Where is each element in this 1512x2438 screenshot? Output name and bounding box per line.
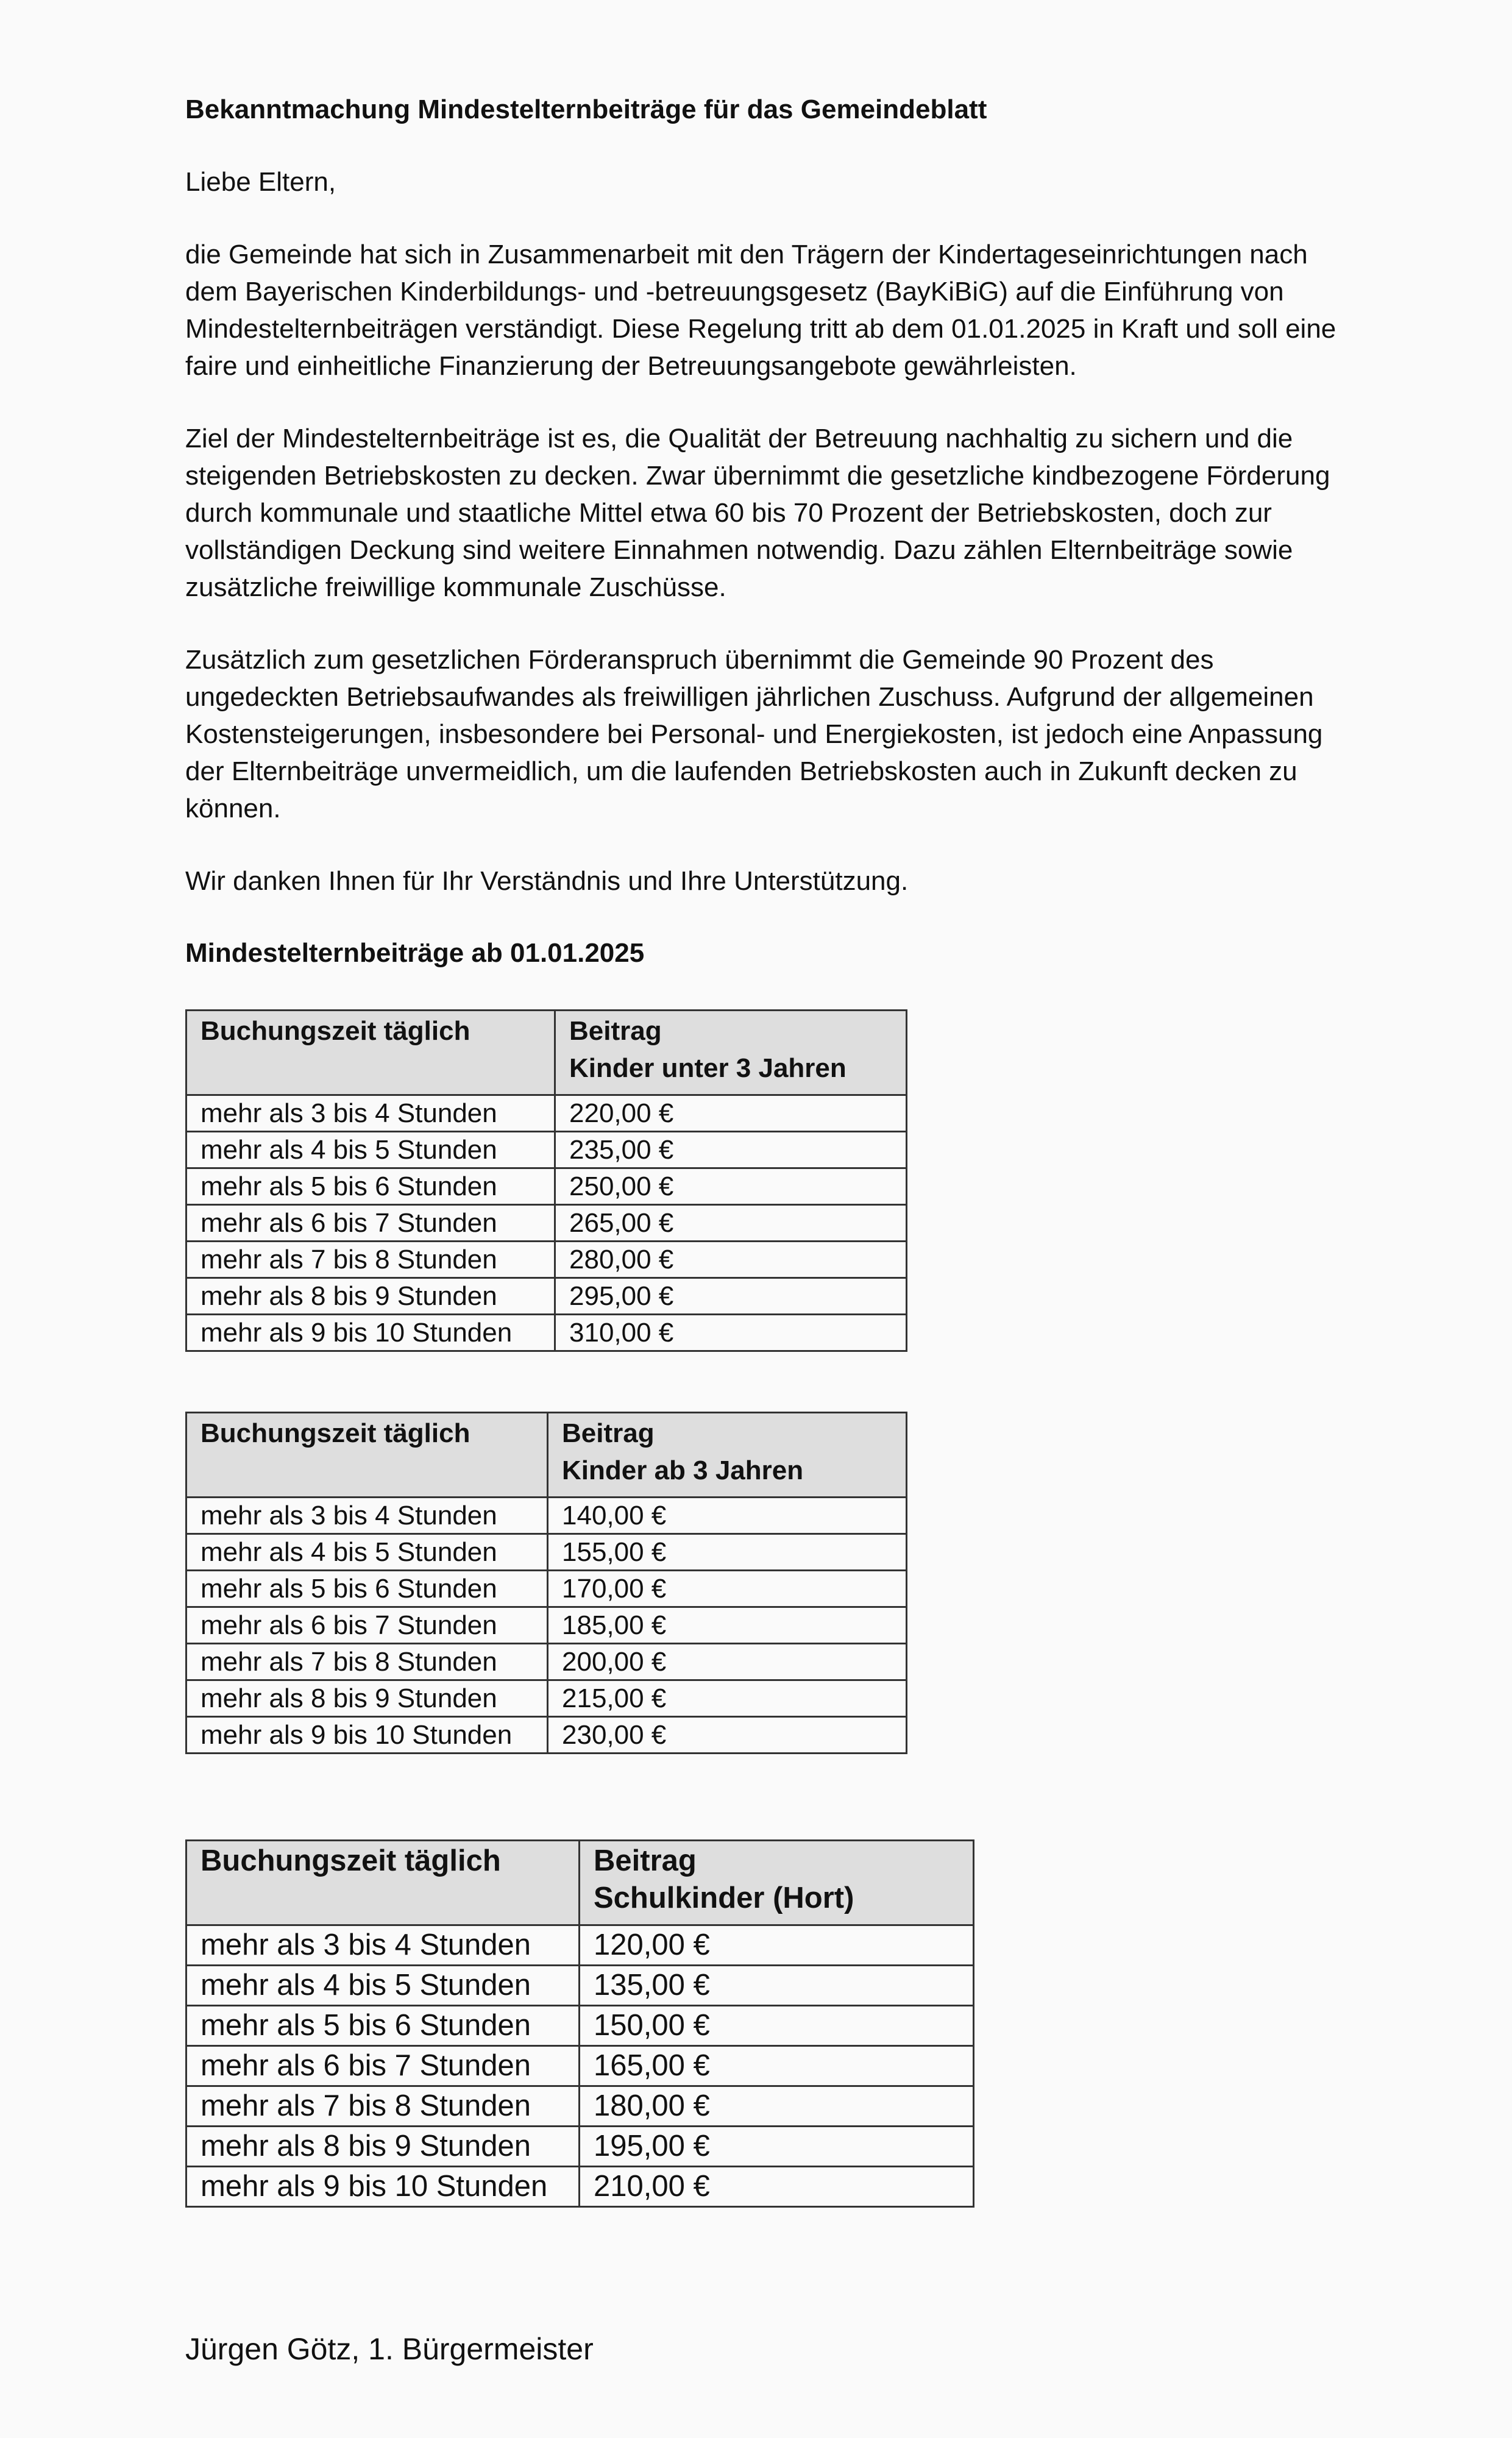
table-row [186, 2046, 974, 2086]
booking-time-cell: mehr als 6 bis 7 Stunden [186, 1607, 548, 1644]
header-contribution-label: Beitrag [569, 1016, 662, 1046]
table-row [186, 1680, 907, 1717]
document-title: Bekanntmachung Mindestelternbeiträge für das Gemeindeblatt [185, 94, 987, 124]
booking-time-cell: mehr als 5 bis 6 Stunden [186, 2006, 580, 2046]
header-contribution-label: Beitrag [594, 1844, 697, 1877]
booking-time-cell: mehr als 4 bis 5 Stunden [186, 1966, 580, 2006]
header-contribution [580, 1841, 974, 1925]
booking-time-cell: mehr als 9 bis 10 Stunden [186, 2167, 580, 2207]
header-contribution-group: Kinder ab 3 Jahren [562, 1455, 804, 1485]
greeting: Liebe Eltern, [185, 167, 336, 197]
fee-cell: 195,00 € [580, 2127, 974, 2167]
booking-time-cell: mehr als 6 bis 7 Stunden [186, 1205, 555, 1242]
booking-time-cell: mehr als 3 bis 4 Stunden [186, 1925, 580, 1966]
fee-cell: 155,00 € [548, 1534, 907, 1571]
table-row [186, 2127, 974, 2167]
booking-time-cell: mehr als 7 bis 8 Stunden [186, 1242, 555, 1278]
table-row [186, 1571, 907, 1607]
fee-cell: 180,00 € [580, 2086, 974, 2127]
fee-cell: 220,00 € [555, 1095, 907, 1132]
document-content [185, 91, 1343, 2208]
fee-cell: 265,00 € [555, 1205, 907, 1242]
table-header-row [186, 1413, 907, 1498]
table-row [186, 1278, 907, 1315]
booking-time-cell: mehr als 8 bis 9 Stunden [186, 2127, 580, 2167]
table-row [186, 1966, 974, 2006]
fee-cell: 140,00 € [548, 1498, 907, 1534]
fee-cell: 215,00 € [548, 1680, 907, 1717]
fee-cell: 165,00 € [580, 2046, 974, 2086]
fee-cell: 235,00 € [555, 1132, 907, 1168]
booking-time-cell: mehr als 9 bis 10 Stunden [186, 1315, 555, 1351]
booking-time-cell: mehr als 4 bis 5 Stunden [186, 1534, 548, 1571]
table-row [186, 1095, 907, 1132]
table-row [186, 1644, 907, 1680]
table-row [186, 2006, 974, 2046]
table-row [186, 1717, 907, 1754]
fee-cell: 280,00 € [555, 1242, 907, 1278]
table-section-title: Mindestelternbeiträge ab 01.01.2025 [185, 938, 645, 968]
header-contribution [548, 1413, 907, 1498]
booking-time-cell: mehr als 5 bis 6 Stunden [186, 1571, 548, 1607]
booking-time-cell: mehr als 8 bis 9 Stunden [186, 1278, 555, 1315]
booking-time-cell: mehr als 8 bis 9 Stunden [186, 1680, 548, 1717]
table-row [186, 2086, 974, 2127]
table-row [186, 1242, 907, 1278]
fee-cell: 295,00 € [555, 1278, 907, 1315]
booking-time-cell: mehr als 4 bis 5 Stunden [186, 1132, 555, 1168]
header-contribution-group: Kinder unter 3 Jahren [569, 1053, 847, 1083]
fee-cell: 185,00 € [548, 1607, 907, 1644]
fee-cell: 135,00 € [580, 1966, 974, 2006]
table-row [186, 1132, 907, 1168]
table-row [186, 1925, 974, 1966]
header-contribution [555, 1011, 907, 1095]
fee-table-from-3 [185, 1412, 907, 1754]
table-row [186, 2167, 974, 2207]
booking-time-cell: mehr als 5 bis 6 Stunden [186, 1168, 555, 1205]
fee-cell: 150,00 € [580, 2006, 974, 2046]
paragraph-4: Wir danken Ihnen für Ihr Verständnis und Ihre Unterstützung. [185, 866, 909, 896]
booking-time-cell: mehr als 7 bis 8 Stunden [186, 2086, 580, 2127]
fee-cell: 250,00 € [555, 1168, 907, 1205]
fee-table-school-children [185, 1839, 974, 2208]
booking-time-cell: mehr als 9 bis 10 Stunden [186, 1717, 548, 1754]
fee-cell: 170,00 € [548, 1571, 907, 1607]
table-row [186, 1315, 907, 1351]
table-header-row [186, 1011, 907, 1095]
table-row [186, 1205, 907, 1242]
table-header-row [186, 1841, 974, 1925]
fee-cell: 310,00 € [555, 1315, 907, 1351]
table-row [186, 1534, 907, 1571]
booking-time-cell: mehr als 3 bis 4 Stunden [186, 1498, 548, 1534]
table-row [186, 1168, 907, 1205]
fee-cell: 120,00 € [580, 1925, 974, 1966]
fee-cell: 230,00 € [548, 1717, 907, 1754]
fee-cell: 200,00 € [548, 1644, 907, 1680]
header-contribution-label: Beitrag [562, 1418, 655, 1448]
table-row [186, 1607, 907, 1644]
booking-time-cell: mehr als 3 bis 4 Stunden [186, 1095, 555, 1132]
fee-table-under-3 [185, 1009, 907, 1352]
fee-cell: 210,00 € [580, 2167, 974, 2207]
paragraph-2: Ziel der Mindestelternbeiträge ist es, die Qualität der Betreuung nachhaltig zu sichern und die steigenden Betriebskosten zu decken. Zwar übernimmt die gesetzliche kindbezogene Förderung durch kommunale und staatliche Mittel etwa 60 bis 70 Prozent der Betriebskosten, doch zur vollständigen Deckung sind weitere Einnahmen notwendig. Dazu zählen Elternbeiträge sowie zusätzliche freiwillige kommunale Zuschüsse. [185, 424, 1330, 602]
table-row [186, 1498, 907, 1534]
header-booking-time: Buchungszeit täglich [186, 1011, 555, 1095]
header-booking-time: Buchungszeit täglich [186, 1413, 548, 1498]
header-booking-time: Buchungszeit täglich [186, 1841, 580, 1925]
booking-time-cell: mehr als 6 bis 7 Stunden [186, 2046, 580, 2086]
signature: Jürgen Götz, 1. Bürgermeister [185, 2332, 594, 2366]
paragraph-3: Zusätzlich zum gesetzlichen Förderanspruch übernimmt die Gemeinde 90 Prozent des ungedeckten Betriebsaufwandes als freiwilligen jährlichen Zuschuss. Aufgrund der allgemeinen Kostensteigerungen, insbesondere bei Personal- und Energiekosten, ist jedoch eine Anpassung der Elternbeiträge unvermeidlich, um die laufenden Betriebskosten auch in Zukunft decken zu können. [185, 645, 1323, 823]
paragraph-1: die Gemeinde hat sich in Zusammenarbeit mit den Trägern der Kindertageseinrichtungen nach dem Bayerischen Kinderbildungs- und -betreuungsgesetz (BayKiBiG) auf die Einführung von Mindestelternbeiträgen verständigt. Diese Regelung tritt ab dem 01.01.2025 in Kraft und soll eine faire und einheitliche Finanzierung der Betreuungsangebote gewährleisten. [185, 240, 1336, 381]
header-contribution-group: Schulkinder (Hort) [594, 1882, 854, 1914]
booking-time-cell: mehr als 7 bis 8 Stunden [186, 1644, 548, 1680]
